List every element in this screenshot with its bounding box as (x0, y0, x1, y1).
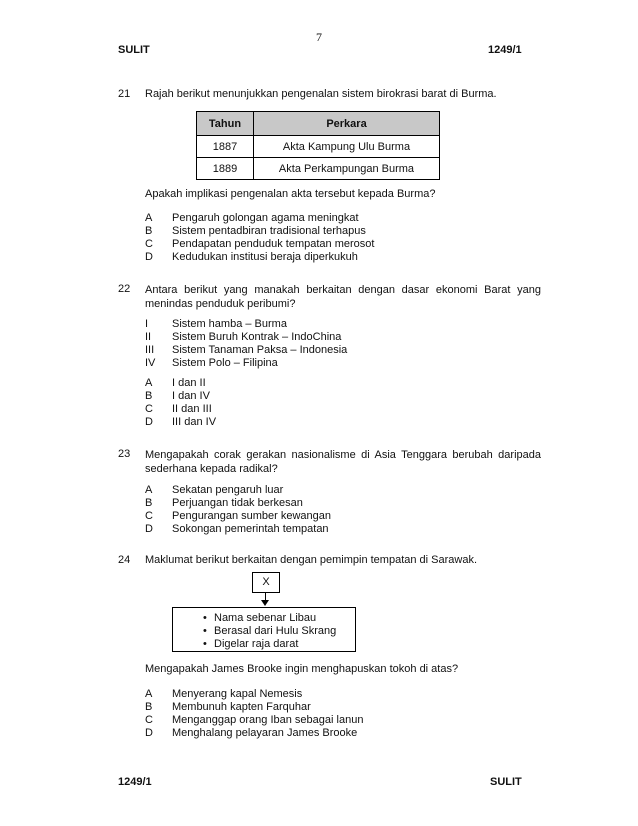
q22-statement-iv-text: Sistem Polo – Filipina (172, 357, 278, 369)
q22-statement-i-text: Sistem hamba – Burma (172, 318, 287, 330)
q23-option-d-text: Sokongan pemerintah tempatan (172, 523, 329, 535)
q23-option-c-text: Pengurangan sumber kewangan (172, 510, 332, 522)
q22-option-b-text: I dan IV (172, 390, 210, 402)
q24-option-c-text: Menganggap orang Iban sebagai lanun (172, 714, 364, 726)
table-header-tahun: Tahun (197, 112, 254, 136)
q22-statement-ii-roman: II (145, 331, 152, 343)
q22-option-a-text: I dan II (172, 377, 206, 389)
q23-number: 23 (118, 448, 131, 460)
bullet-icon: • (203, 625, 207, 637)
q23-option-b-letter: B (145, 497, 153, 509)
q21-option-d-letter: D (145, 251, 153, 263)
q24-bullet-1: Nama sebenar Libau (214, 612, 317, 624)
q21-option-b-text: Sistem pentadbiran tradisional terhapus (172, 225, 366, 237)
q22-statement-ii-text: Sistem Buruh Kontrak – IndoChina (172, 331, 342, 343)
q21-option-d-text: Kedudukan institusi beraja diperkukuh (172, 251, 358, 263)
q23-option-c-letter: C (145, 510, 153, 522)
q21-option-c-text: Pendapatan penduduk tempatan merosot (172, 238, 375, 250)
q23-option-b-text: Perjuangan tidak berkesan (172, 497, 303, 509)
table-row (197, 158, 440, 180)
q21-option-c-letter: C (145, 238, 153, 250)
q21-stem: Rajah berikut menunjukkan pengenalan sistem birokrasi barat di Burma. (145, 88, 497, 100)
q21-option-a-text: Pengaruh golongan agama meningkat (172, 212, 359, 224)
table-cell-year: 1889 (197, 158, 254, 180)
q24-option-b-letter: B (145, 701, 153, 713)
q22-statement-iv-roman: IV (145, 357, 156, 369)
q21-table (196, 111, 440, 180)
q22-option-d-letter: D (145, 416, 153, 428)
table-cell-year: 1887 (197, 136, 254, 158)
footer-right: SULIT (490, 776, 522, 788)
q24-question: Mengapakah James Brooke ingin menghapuskan tokoh di atas? (145, 663, 459, 675)
q22-option-d-text: III dan IV (172, 416, 217, 428)
q21-option-b-letter: B (145, 225, 153, 237)
header-right: 1249/1 (488, 44, 522, 56)
q22-statement-iii-text: Sistem Tanaman Paksa – Indonesia (172, 344, 348, 356)
q21-option-a-letter: A (145, 212, 153, 224)
q24-option-a-letter: A (145, 688, 153, 700)
q22-statement-i-roman: I (145, 318, 149, 330)
q24-option-a-text: Menyerang kapal Nemesis (172, 688, 303, 700)
table-cell-item: Akta Perkampungan Burma (254, 158, 440, 180)
table-cell-item: Akta Kampung Ulu Burma (254, 136, 440, 158)
table-header-perkara: Perkara (254, 112, 440, 136)
q24-option-d-text: Menghalang pelayaran James Brooke (172, 727, 358, 739)
q24-bullet-3: Digelar raja darat (214, 638, 299, 650)
page-number: 7 (316, 30, 322, 44)
q23-option-a-letter: A (145, 484, 153, 496)
q22-number: 22 (118, 283, 131, 295)
footer-left: 1249/1 (118, 776, 152, 788)
q24-x-box: X (252, 572, 280, 593)
q22-option-a-letter: A (145, 377, 153, 389)
bullet-icon: • (203, 638, 207, 650)
q24-bullet-2: Berasal dari Hulu Skrang (214, 625, 337, 637)
q21-number: 21 (118, 88, 131, 100)
q22-option-c-text: II dan III (172, 403, 212, 415)
q24-stem: Maklumat berikut berkaitan dengan pemimpin tempatan di Sarawak. (145, 554, 478, 566)
q23-option-a-text: Sekatan pengaruh luar (172, 484, 284, 496)
q23-stem: Mengapakah corak gerakan nasionalisme di Asia Tenggara berubah daripada sederhana kepada radikal? (145, 449, 541, 475)
q22-statement-iii-roman: III (145, 344, 155, 356)
q24-option-d-letter: D (145, 727, 153, 739)
q24-option-b-text: Membunuh kapten Farquhar (172, 701, 311, 713)
q24-number: 24 (118, 554, 131, 566)
q22-option-c-letter: C (145, 403, 153, 415)
table-row (197, 136, 440, 158)
q22-stem: Antara berikut yang manakah berkaitan dengan dasar ekonomi Barat yang menindas penduduk peribumi? (145, 284, 541, 310)
q22-option-b-letter: B (145, 390, 153, 402)
q24-info-box (172, 607, 356, 652)
q24-option-c-letter: C (145, 714, 153, 726)
bullet-icon: • (203, 612, 207, 624)
header-left: SULIT (118, 44, 150, 56)
q21-question: Apakah implikasi pengenalan akta tersebut kepada Burma? (145, 188, 436, 200)
arrow-head-icon (261, 600, 269, 606)
q23-option-d-letter: D (145, 523, 153, 535)
table-header-row (197, 112, 440, 136)
